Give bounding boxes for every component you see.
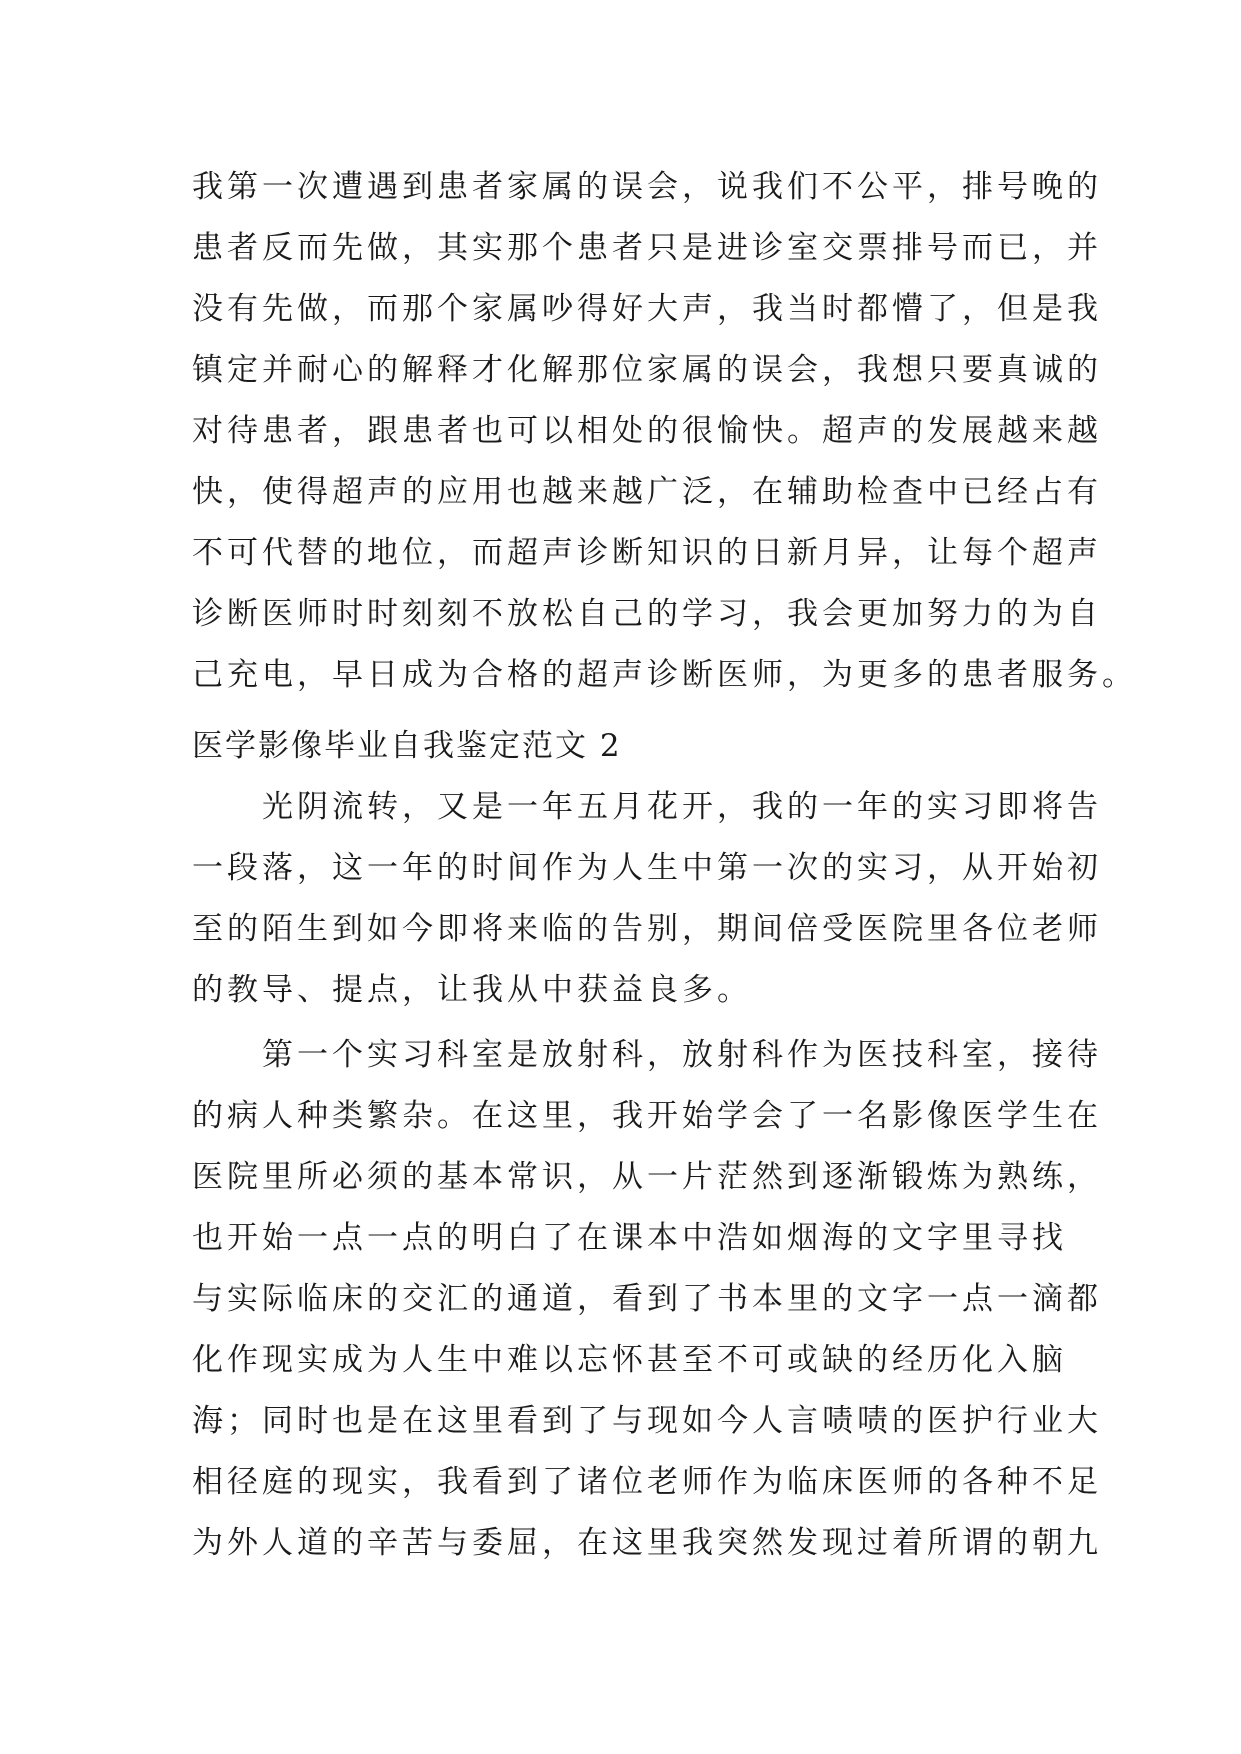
paragraph-3-line: 与实际临床的交汇的通道，看到了书本里的文字一点一滴都 <box>192 1281 1102 1317</box>
section-heading: 医学影像毕业自我鉴定范文 2 <box>192 728 622 764</box>
paragraph-1-line: 不可代替的地位，而超声诊断知识的日新月异，让每个超声 <box>192 535 1102 571</box>
paragraph-2-line: 至的陌生到如今即将来临的告别，期间倍受医院里各位老师 <box>192 911 1102 947</box>
paragraph-1-line: 快，使得超声的应用也越来越广泛，在辅助检查中已经占有 <box>192 474 1102 510</box>
paragraph-2-line: 的教导、提点，让我从中获益良多。 <box>192 972 752 1008</box>
paragraph-1-line: 我第一次遭遇到患者家属的误会，说我们不公平，排号晚的 <box>192 169 1102 205</box>
paragraph-3 <box>192 1025 1102 1574</box>
paragraph-3-line: 为外人道的辛苦与委屈，在这里我突然发现过着所谓的朝九 <box>192 1525 1102 1561</box>
paragraph-1 <box>192 157 1137 706</box>
paragraph-3-line: 化作现实成为人生中难以忘怀甚至不可或缺的经历化入脑 <box>192 1342 1067 1378</box>
paragraph-2-line: 光阴流转，又是一年五月花开，我的一年的实习即将告 <box>192 789 1102 825</box>
paragraph-2 <box>192 777 1102 1021</box>
paragraph-1-line: 没有先做，而那个家属吵得好大声，我当时都懵了，但是我 <box>192 291 1102 327</box>
paragraph-3-line: 相径庭的现实，我看到了诸位老师作为临床医师的各种不足 <box>192 1464 1102 1500</box>
paragraph-3-line: 第一个实习科室是放射科，放射科作为医技科室，接待 <box>192 1037 1102 1073</box>
paragraph-1-line: 对待患者，跟患者也可以相处的很愉快。超声的发展越来越 <box>192 413 1102 449</box>
paragraph-3-line: 的病人种类繁杂。在这里，我开始学会了一名影像医学生在 <box>192 1098 1102 1134</box>
paragraph-3-line: 医院里所必须的基本常识，从一片茫然到逐渐锻炼为熟练， <box>192 1159 1102 1195</box>
paragraph-3-line: 也开始一点一点的明白了在课本中浩如烟海的文字里寻找 <box>192 1220 1067 1256</box>
paragraph-3-line: 海；同时也是在这里看到了与现如今人言啧啧的医护行业大 <box>192 1403 1102 1439</box>
paragraph-1-line: 患者反而先做，其实那个患者只是进诊室交票排号而已，并 <box>192 230 1102 266</box>
paragraph-2-line: 一段落，这一年的时间作为人生中第一次的实习，从开始初 <box>192 850 1102 886</box>
paragraph-1-line: 镇定并耐心的解释才化解那位家属的误会，我想只要真诚的 <box>192 352 1102 388</box>
paragraph-1-line: 己充电，早日成为合格的超声诊断医师，为更多的患者服务。 <box>192 657 1137 693</box>
paragraph-1-line: 诊断医师时时刻刻不放松自己的学习，我会更加努力的为自 <box>192 596 1102 632</box>
